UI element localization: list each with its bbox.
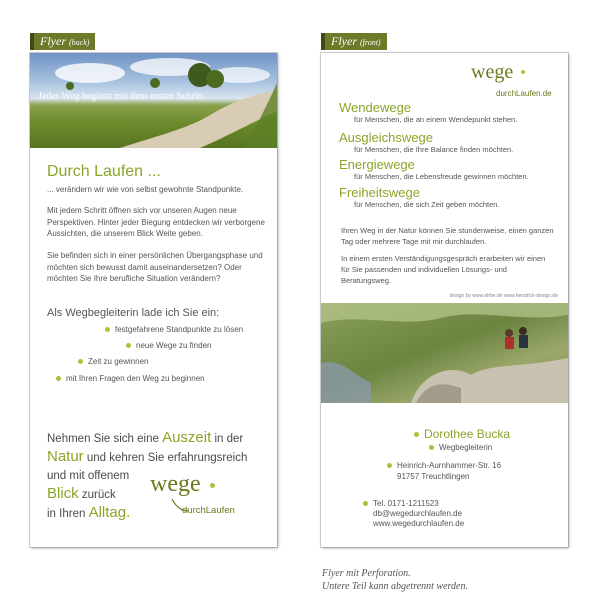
caption-line-1: Flyer mit Perforation. (322, 568, 411, 579)
photo-caption: Jeder Weg beginnt mit dem ersten Schritt (38, 91, 204, 102)
flyer-back (30, 53, 277, 547)
path-landscape-photo (30, 53, 277, 148)
front-paragraph-2: In einem ersten Verständigungsgespräch erarbeiten wir einen für Sie passenden und individuellen Lösungs- und Beratungsweg. (341, 254, 546, 285)
contact-name: Dorothee Bucka (414, 427, 510, 441)
back-heading: Durch Laufen ... (47, 163, 161, 180)
front-logo: wege durchLaufen.de (471, 61, 552, 98)
flyer-back-tab (30, 33, 95, 50)
contact-city: 91757 Treuchtlingen (397, 472, 470, 481)
hiking-couple-photo (321, 303, 568, 403)
way-item: Freiheitswege für Menschen, die sich Zeit geben möchten. (339, 185, 500, 209)
caption-line-2: Untere Teil kann abgetrennt werden. (322, 581, 468, 592)
contact-website[interactable]: www.wegedurchlaufen.de (373, 519, 465, 528)
design-credit: design by www.elrbe.de www.hendrick-design.de (449, 293, 558, 299)
back-invite: Als Wegbegleiterin lade ich Sie ein: (47, 307, 220, 319)
way-item: Wendewege für Menschen, die an einem Wendepunkt stehen. (339, 100, 518, 124)
contact-street: Heinrich-Aurnhammer-Str. 16 (387, 461, 501, 470)
logo-dot-icon (521, 70, 525, 74)
tab-sublabel: (back) (69, 38, 90, 47)
list-item: mit Ihren Fragen den Weg zu beginnen (56, 374, 205, 383)
list-item: Zeit zu gewinnen (78, 357, 148, 366)
front-paragraph-1: Ihren Weg in der Natur können Sie stundenweise, einen ganzen Tag oder mehrere Tage mit mir durchlaufen. (341, 226, 554, 246)
contact-email[interactable]: db@wegedurchlaufen.de (373, 509, 463, 518)
valley-illustration (321, 303, 568, 403)
logo-dot-icon (210, 483, 215, 488)
logo-swoosh-icon (170, 497, 190, 515)
tab-label: Flyer (331, 34, 357, 48)
way-item: Energiewege für Menschen, die Lebensfreude gewinnen möchten. (339, 157, 529, 181)
contact-role: Wegbegleiterin (429, 443, 492, 452)
back-paragraph-1: Mit jedem Schritt öffnen sich vor unseren Augen neue Perspektiven. Hinter jeder Biegung entdecken wir verborgene Aussichten, die unserem Blick Weite geben. (47, 206, 265, 238)
tab-sublabel: (front) (360, 38, 381, 47)
flyer-front-tab (321, 33, 387, 50)
list-item: festgefahrene Standpunkte zu lösen (105, 325, 243, 334)
back-slogan: Nehmen Sie sich eine Auszeit in der Natur und kehren Sie erfahrungsreich und mit offenem Blick zurück in Ihren Alltag. (47, 429, 248, 521)
back-paragraph-2: Sie befinden sich in einer persönlichen Übergangsphase und möchten sich bewusst damit auseinandersetzen? Oder möchten Sie Ihre berufliche Situation verändern? (47, 251, 263, 283)
tab-label: Flyer (40, 34, 66, 48)
list-item: neue Wege zu finden (126, 341, 211, 350)
back-subheading: ... verändern wir wie von selbst gewohnte Standpunkte. (47, 185, 244, 194)
back-logo: wege durchLaufen (150, 471, 235, 516)
flyer-front (321, 53, 568, 547)
contact-phone: Tel. 0171-1211523 (363, 499, 439, 508)
way-item: Ausgleichswege für Menschen, die Ihre Balance finden möchten. (339, 130, 514, 154)
